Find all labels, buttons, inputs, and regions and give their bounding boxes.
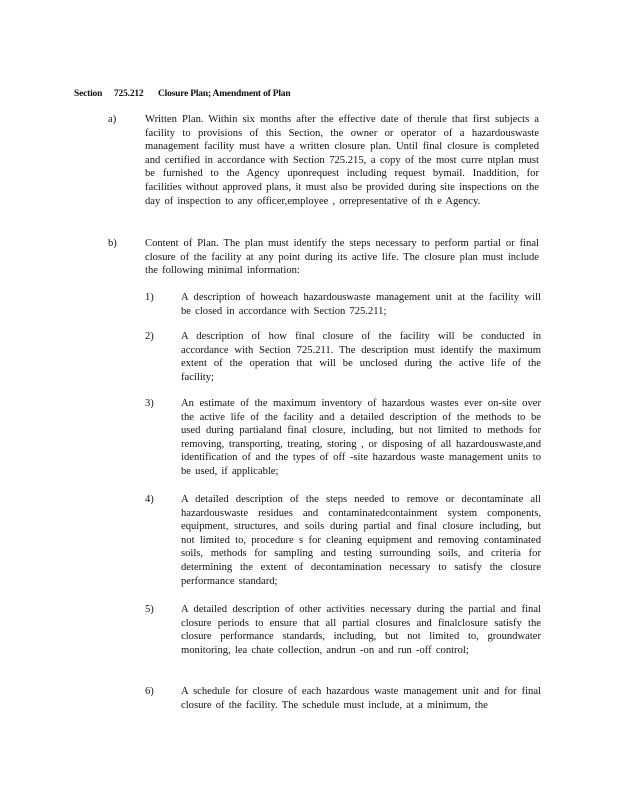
item-3-text: An estimate of the maximum inventory of hazardous wastes ever on-site over the active life of the facility and a detailed description of the methods to be used during partialand final closure, including, but not limited to methods for removing, transporting, treating, storing , or disposing of all hazardouswaste,and identification of and the types of off -site hazardous waste management units to be used, if applicable; — [181, 398, 541, 477]
subsection-b-label: b) — [108, 238, 117, 249]
item-5-text: A detailed description of other activities necessary during the partial and final closure periods to ensure that all partial closures and finalclosure satisfy the closure performance standards, including, but not limited to, groundwater monitoring, lea chate collection, andrun -on and run -off control; — [181, 604, 541, 656]
item-1-label: 1) — [145, 292, 154, 303]
item-4-text: A detailed description of the steps needed to remove or decontaminate all hazardouswaste residues and contaminatedcontainment system components, equipment, structures, and soils during partial and final closure including, but not limited to, procedure s for cleaning equipment and removing contaminated soils, methods for sampling and testing surrounding soils, and criteria for determining the extent of decontamination necessary to satisfy the closure performance standard; — [181, 494, 541, 587]
section-heading — [74, 89, 290, 99]
item-1-text: A description of howeach hazardouswaste management unit at the facility will be closed in accordance with Section 725.211; — [181, 292, 541, 317]
section-number: 725.212 — [114, 89, 144, 99]
section-title: Closure Plan; Amendment of Plan — [158, 89, 291, 99]
subsection-b-text: Content of Plan. The plan must identify the steps necessary to perform partial or final closure of the facility at any point during its active life. The closure plan must include the following minimal information: — [145, 238, 539, 277]
item-2-label: 2) — [145, 331, 154, 342]
item-6-label: 6) — [145, 686, 154, 697]
section-word: Section — [74, 89, 103, 99]
subsection-a-label: a) — [108, 114, 117, 125]
item-3-label: 3) — [145, 398, 154, 409]
item-5-label: 5) — [145, 604, 154, 615]
item-4-label: 4) — [145, 494, 154, 505]
subsection-a-text: Written Plan. Within six months after the effective date of therule that first subjects a facility to provisions of this Section, the owner or operator of a hazardouswaste management facility must have a written closure plan. Until final closure is completed and certified in accordance with Section 725.215, a copy of the most curre ntplan must be furnished to the Agency uponrequest including request bymail. Inaddition, for facilities without approved plans, it must also be provided during site inspections on the day of inspection to any officer,employee , orrepresentative of th e Agency. — [145, 114, 539, 207]
item-6-text: A schedule for closure of each hazardous waste management unit and for final closure of the facility. The schedule must include, at a minimum, the — [181, 686, 541, 711]
item-2-text: A description of how final closure of the facility will be conducted in accordance with Section 725.211. The description must identify the maximum extent of the operation that will be unclosed during the active life of the facility; — [181, 331, 541, 383]
